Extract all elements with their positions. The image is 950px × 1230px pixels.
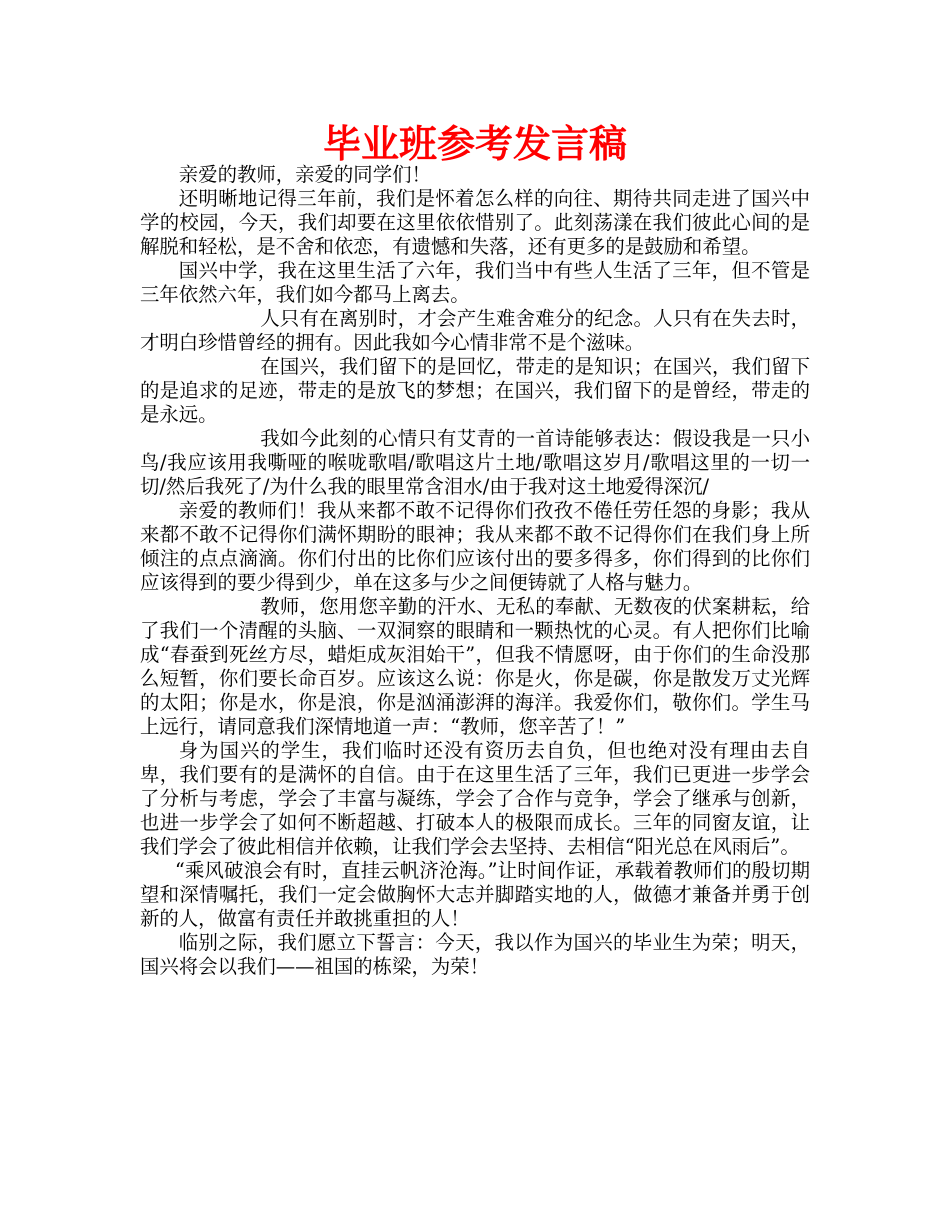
paragraph-teachers: 亲爱的教师们！我从来都不敢不记得你们孜孜不倦任劳任怨的身影；我从来都不敢不记得你们满怀期盼的眼神；我从来都不敢不记得你们在我们身上所倾注的点点滴滴。你们付出的比你们应该付出的要多得多，你们得到的比你们应该得到的要少得到少，单在这多与少之间便铸就了人格与魅力。 [140,499,810,594]
paragraph-quote: “乘风破浪会有时，直挂云帆济沧海。”让时间作证，承载着教师们的殷切期望和深情嘱托，我们一定会做胸怀大志并脚踏实地的人，做德才兼备并勇于创新的人，做富有责任并敢挑重担的人！ [140,859,810,930]
paragraph-parting: 人只有在离别时，才会产生难舍难分的纪念。人只有在失去时，才明白珍惜曾经的拥有。因此我如今心情非常不是个滋味。 [140,307,810,354]
paragraph-six-years: 国兴中学，我在这里生活了六年，我们当中有些人生活了三年，但不管是三年依然六年，我们如今都马上离去。 [140,259,810,306]
document-title: 毕业班参考发言稿 [322,122,627,166]
paragraph-teacher-tribute: 教师，您用您辛勤的汗水、无私的奉献、无数夜的伏案耕耘，给了我们一个清醒的头脑、一双洞察的眼睛和一颗热忱的心灵。有人把你们比喻成“春蚕到死丝方尽，蜡炬成灰泪始干”，但我不情愿呀，由于你们的生命没那么短暂，你们要长命百岁。应该这么说：你是火，你是碳，你是散发万丈光辉的太阳；你是水，你是浪，你是汹涌澎湃的海洋。我爱你们，敬你们。学生马上远行，请同意我们深情地道一声：“教师，您辛苦了！” [140,595,810,738]
paragraph-greeting: 亲爱的教师，亲爱的同学们！ [178,163,431,186]
paragraph-poem: 我如今此刻的心情只有艾青的一首诗能够表达：假设我是一只小鸟/我应该用我嘶哑的喉咙歌唱/歌唱这片土地/歌唱这岁月/歌唱这里的一切一切/然后我死了/为什么我的眼里常含泪水/由于我对这土地爱得深沉/ [140,427,810,498]
paragraph-confidence: 身为国兴的学生，我们临时还没有资历去自负，但也绝对没有理由去自卑，我们要有的是满怀的自信。由于在这里生活了三年，我们已更进一步学会了分析与考虑，学会了丰富与凝练，学会了合作与竞争，学会了继承与创新，也进一步学会了如何不断超越、打破本人的极限而成长。三年的同窗友谊，让我们学会了彼此相信并依赖，让我们学会去坚持、去相信“阳光总在风雨后”。 [140,739,810,858]
paragraph-in-guoxing: 在国兴，我们留下的是回忆，带走的是知识；在国兴，我们留下的是追求的足迹，带走的是放飞的梦想；在国兴，我们留下的是曾经，带走的是永远。 [140,355,810,426]
paragraph-memory: 还明晰地记得三年前，我们是怀着怎么样的向往、期待共同走进了国兴中学的校园，今天，我们却要在这里依依惜别了。此刻荡漾在我们彼此心间的是解脱和轻松，是不舍和依恋，有遗憾和失落，还有更多的是鼓励和希望。 [140,187,810,258]
paragraph-oath: 临别之际，我们愿立下誓言：今天，我以作为国兴的毕业生为荣；明天，国兴将会以我们——祖国的栋梁，为荣！ [140,931,810,978]
document-body [140,163,810,979]
